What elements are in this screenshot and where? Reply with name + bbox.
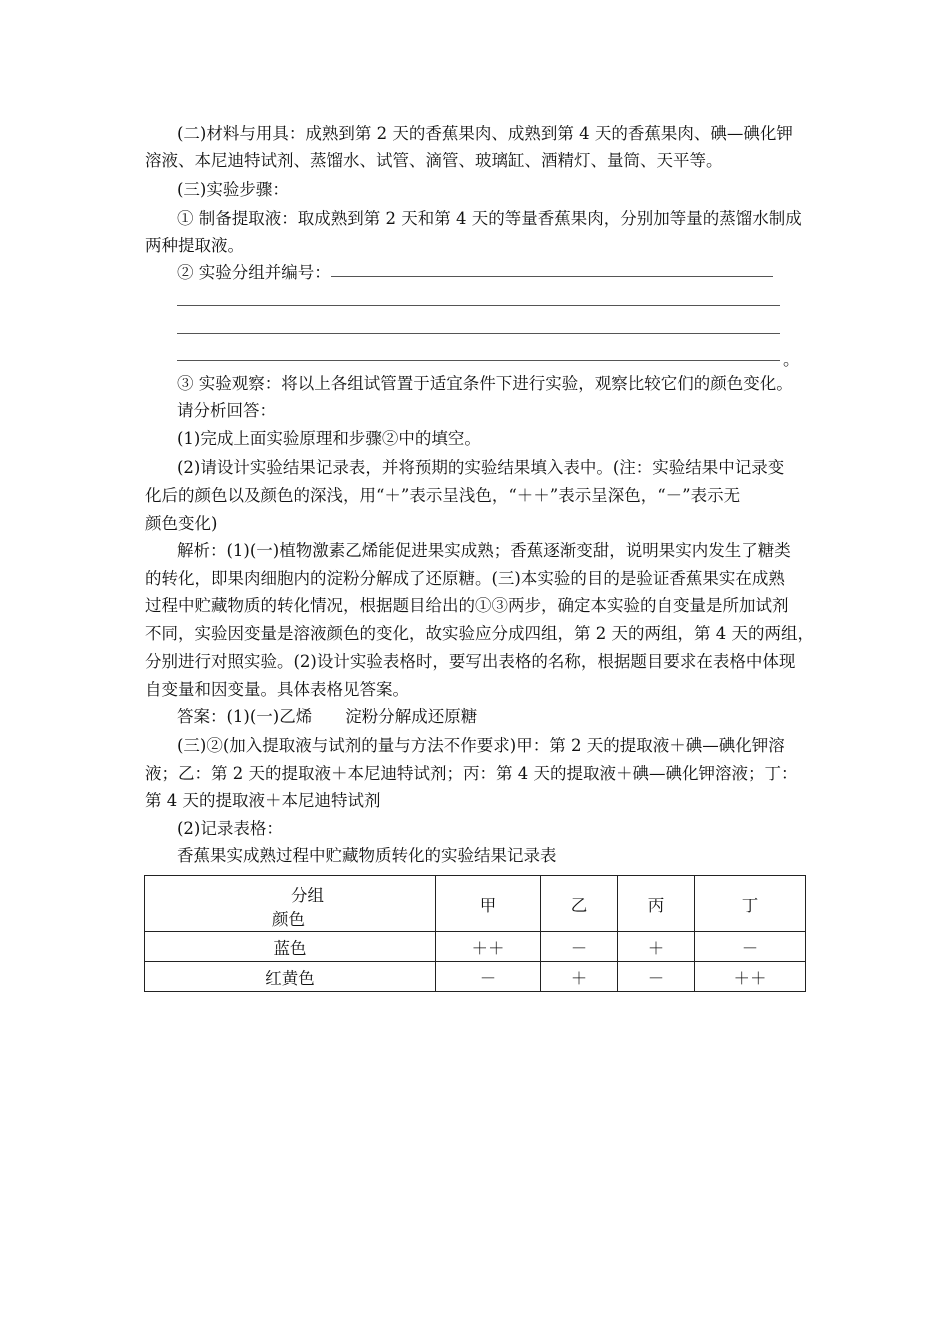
question-2-line-3: 颜色变化) [145,514,218,533]
answer-blank-line [177,360,780,361]
steps-heading: (三)实验步骤： [177,180,289,199]
table-title: 香蕉果实成熟过程中贮藏物质转化的实验结果记录表 [177,846,557,865]
column-header-ding: 丁 [695,876,806,932]
answer-blank-line [177,333,780,334]
table-cell: － [618,962,695,992]
analysis-line-6: 自变量和因变量。具体表格见答案。 [145,680,409,699]
corner-label-color: 颜色 [272,910,305,929]
questions-intro: 请分析回答： [177,401,276,420]
table-cell: ＋＋ [695,962,806,992]
answer-line-1: 答案：(1)(一)乙烯 淀粉分解成还原糖 [177,707,478,726]
analysis-line-5: 分别进行对照实验。(2)设计实验表格时，要写出表格的名称，根据题目要求在表格中体现 [145,652,796,671]
results-table [144,875,806,992]
question-2-line-1: (2)请设计实验结果记录表，并将预期的实验结果填入表中。(注：实验结果中记录变 [177,458,785,477]
answer-line-2: (三)②(加入提取液与试剂的量与方法不作要求)甲：第 2 天的提取液＋碘—碘化钾溶 [177,736,785,755]
table-row [145,962,806,992]
table-corner-cell [145,876,436,932]
row-label: 蓝色 [145,932,436,962]
table-header-row [145,876,806,932]
row-label: 红黄色 [145,962,436,992]
analysis-line-4: 不同，实验因变量是溶液颜色的变化，故实验应分成四组，第 2 天的两组，第 4 天的两组， [145,624,814,643]
answer-line-3: 液；乙：第 2 天的提取液＋本尼迪特试剂；丙：第 4 天的提取液＋碘—碘化钾溶液；丁： [145,764,798,783]
materials-line-1: (二)材料与用具：成熟到第 2 天的香蕉果肉、成熟到第 4 天的香蕉果肉、碘—碘化钾 [177,124,793,143]
analysis-line-2: 的转化，即果肉细胞内的淀粉分解成了还原糖。(三)本实验的目的是验证香蕉果实在成熟 [145,569,785,588]
question-1: (1)完成上面实验原理和步骤②中的填空。 [177,429,481,448]
table-cell: ＋＋ [436,932,541,962]
table-cell: － [436,962,541,992]
table-cell: ＋ [541,962,618,992]
answer-line-5: (2)记录表格： [177,819,283,838]
step3: ③ 实验观察：将以上各组试管置于适宜条件下进行实验，观察比较它们的颜色变化。 [177,374,793,393]
corner-label-group: 分组 [291,886,324,905]
table-row [145,932,806,962]
materials-line-2: 溶液、本尼迪特试剂、蒸馏水、试管、滴管、玻璃缸、酒精灯、量筒、天平等。 [145,151,723,170]
analysis-line-1: 解析：(1)(一)植物激素乙烯能促进果实成熟；香蕉逐渐变甜，说明果实内发生了糖类 [177,541,791,560]
answer-blank-line [177,305,780,306]
column-header-bing: 丙 [618,876,695,932]
answer-blank-line [331,276,773,277]
analysis-line-3: 过程中贮藏物质的转化情况，根据题目给出的①③两步，确定本实验的自变量是所加试剂 [145,596,789,615]
answer-line-4: 第 4 天的提取液＋本尼迪特试剂 [145,791,381,810]
step2-label: ② 实验分组并编号： [177,263,331,282]
question-2-line-2: 化后的颜色以及颜色的深浅，用“＋”表示呈浅色，“＋＋”表示呈深色，“－”表示无 [145,486,741,505]
table-cell: － [695,932,806,962]
column-header-yi: 乙 [541,876,618,932]
table-cell: － [541,932,618,962]
step1-line-2: 两种提取液。 [145,236,244,255]
step1-line-1: ① 制备提取液：取成熟到第 2 天和第 4 天的等量香蕉果肉，分别加等量的蒸馏水制成 [177,209,802,228]
table-cell: ＋ [618,932,695,962]
blank-end-period: 。 [783,350,800,369]
column-header-jia: 甲 [436,876,541,932]
